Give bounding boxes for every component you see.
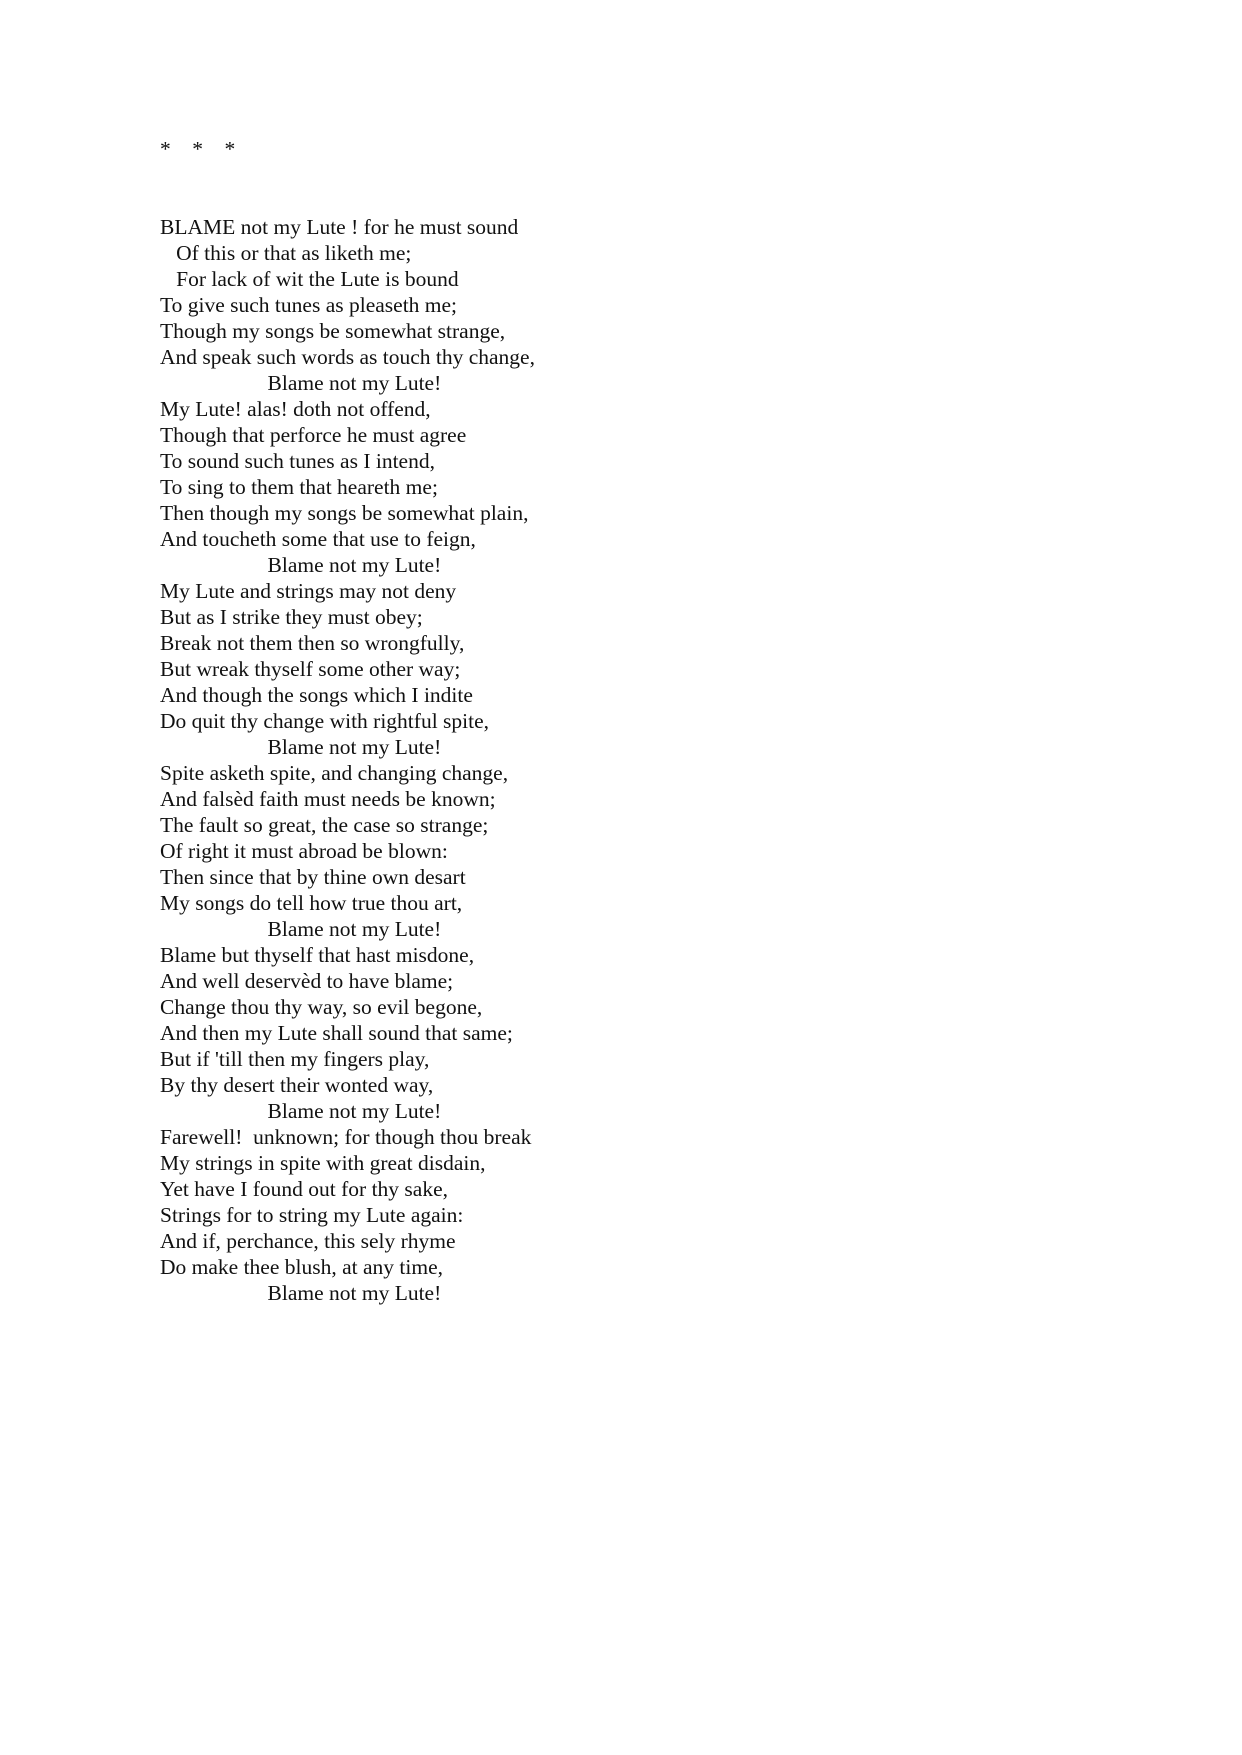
poem-line: Then since that by thine own desart — [160, 865, 466, 889]
poem-line: And if, perchance, this sely rhyme — [160, 1229, 456, 1253]
poem-line: Blame not my Lute! — [160, 371, 442, 395]
poem-line: My songs do tell how true thou art, — [160, 891, 463, 915]
poem-line: My Lute! alas! doth not offend, — [160, 397, 431, 421]
poem-line: To give such tunes as pleaseth me; — [160, 293, 458, 317]
poem-line: Break not them then so wrongfully, — [160, 631, 465, 655]
poem-line: And speak such words as touch thy change, — [160, 345, 535, 369]
poem-line: Blame not my Lute! — [160, 735, 442, 759]
poem-line: To sound such tunes as I intend, — [160, 449, 435, 473]
poem-line: BLAME not my Lute ! for he must sound — [160, 215, 519, 239]
poem-line: Blame not my Lute! — [160, 1099, 442, 1123]
poem-line: To sing to them that heareth me; — [160, 475, 438, 499]
poem-line: But as I strike they must obey; — [160, 605, 423, 629]
poem-line: Blame but thyself that hast misdone, — [160, 943, 475, 967]
poem-line: Spite asketh spite, and changing change, — [160, 761, 509, 785]
poem-line: Change thou thy way, so evil begone, — [160, 995, 483, 1019]
poem-line: Do quit thy change with rightful spite, — [160, 709, 490, 733]
poem-line: But wreak thyself some other way; — [160, 657, 461, 681]
poem-line: My Lute and strings may not deny — [160, 579, 457, 603]
poem-line: Farewell! unknown; for though thou break — [160, 1125, 532, 1149]
poem-line: And though the songs which I indite — [160, 683, 473, 707]
poem-lines — [160, 214, 535, 1306]
poem-line: But if 'till then my fingers play, — [160, 1047, 430, 1071]
poem-text — [160, 84, 535, 1358]
poem-line: Strings for to string my Lute again: — [160, 1203, 464, 1227]
section-ornament: * * * — [160, 137, 236, 161]
poem-line: And falsèd faith must needs be known; — [160, 787, 496, 811]
poem-line: Blame not my Lute! — [160, 1281, 442, 1305]
poem-line: Of right it must abroad be blown: — [160, 839, 448, 863]
poem-line: Though that perforce he must agree — [160, 423, 467, 447]
poem-line: For lack of wit the Lute is bound — [160, 267, 459, 291]
poem-line: And toucheth some that use to feign, — [160, 527, 476, 551]
poem-line: My strings in spite with great disdain, — [160, 1151, 486, 1175]
poem-line: Do make thee blush, at any time, — [160, 1255, 444, 1279]
poem-line: By thy desert their wonted way, — [160, 1073, 434, 1097]
poem-line: And well deservèd to have blame; — [160, 969, 454, 993]
poem-line: Though my songs be somewhat strange, — [160, 319, 506, 343]
poem-line: Of this or that as liketh me; — [160, 241, 412, 265]
poem-line: Blame not my Lute! — [160, 917, 442, 941]
poem-line: And then my Lute shall sound that same; — [160, 1021, 513, 1045]
poem-line: Then though my songs be somewhat plain, — [160, 501, 529, 525]
poem-line: Yet have I found out for thy sake, — [160, 1177, 449, 1201]
poem-line: Blame not my Lute! — [160, 553, 442, 577]
poem-line: The fault so great, the case so strange; — [160, 813, 489, 837]
